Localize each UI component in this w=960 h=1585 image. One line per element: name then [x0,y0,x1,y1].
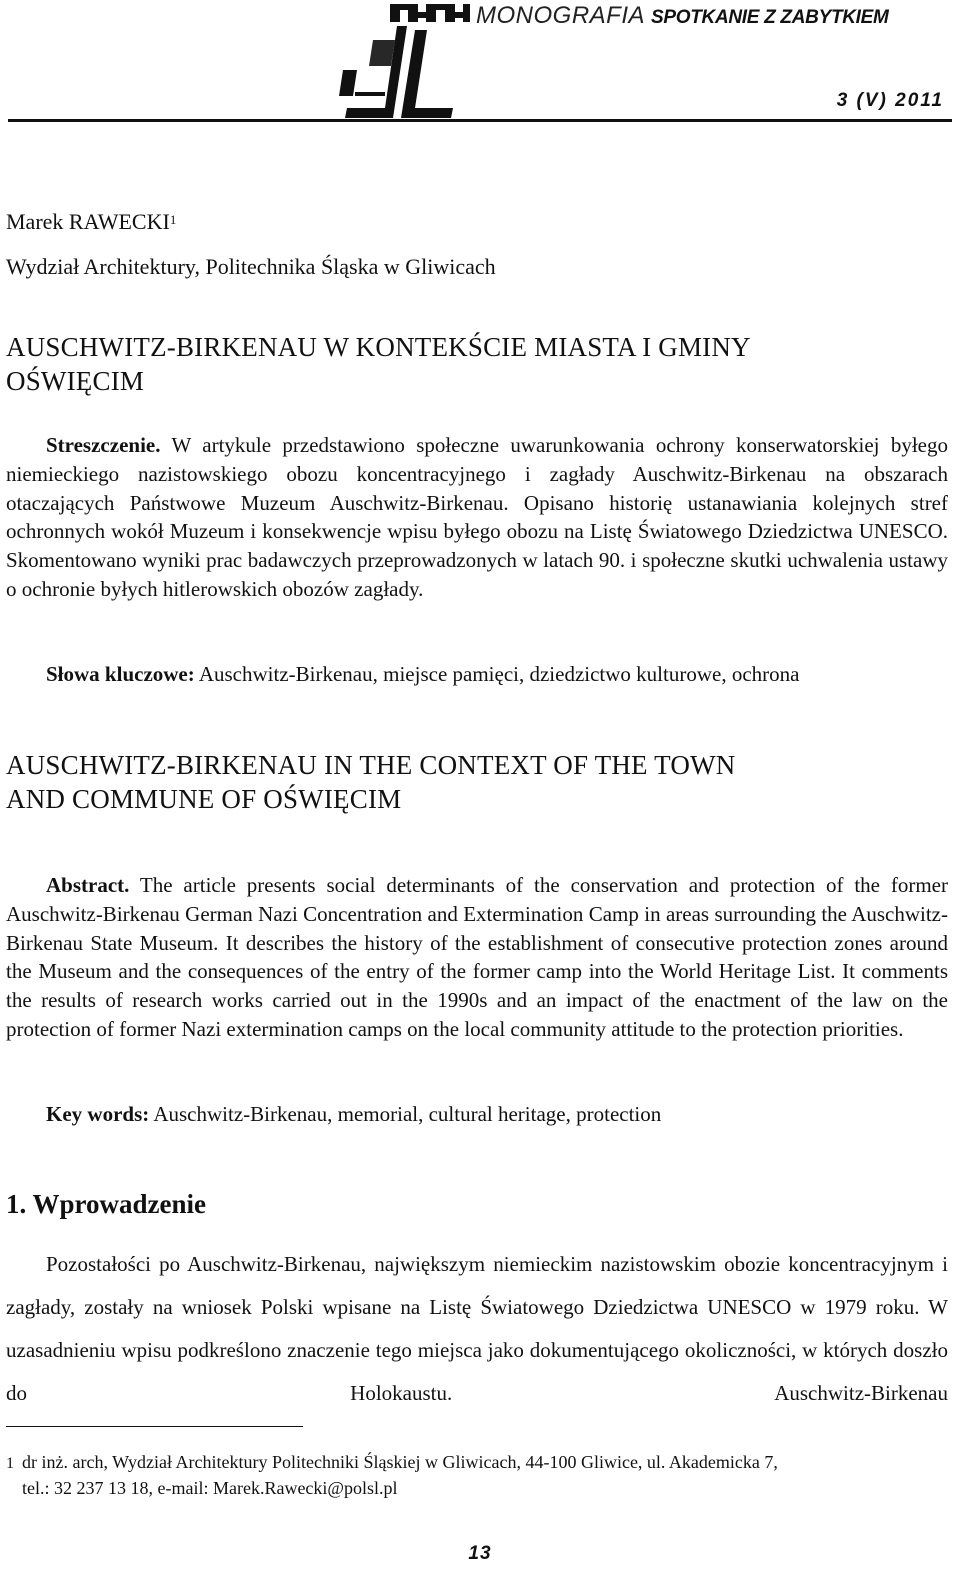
author-affiliation: Wydział Architektury, Politechnika Śląska w Gliwicach [6,254,496,279]
issue-number: 3 (V) 2011 [836,90,944,111]
footnote-text-line2: tel.: 32 237 13 18, e-mail: Marek.Rawecki@polsl.pl [22,1478,398,1498]
page-number: 13 [468,1543,492,1564]
footnote [6,1450,906,1501]
journal-name-sub: SPOTKANIE Z ZABYTKIEM [651,7,889,28]
footnote-rule [6,1426,303,1427]
title-english-line1: AUSCHWITZ-BIRKENAU IN THE CONTEXT OF THE TOWN [6,750,736,780]
abstract-polish [6,431,948,604]
keywords-english-label: Key words: [46,1102,150,1126]
keywords-english [6,1100,948,1129]
author-footnote-mark[interactable]: 1 [169,212,177,227]
section-heading: 1. Wprowadzenie [6,1189,207,1219]
journal-name-main: MONOGRAFIA [476,2,646,29]
abstract-english-label: Abstract. [46,873,130,897]
abstract-english-text: The article presents social determinants of the conservation and protection of the former Auschwitz-Birkenau German Nazi Concentration and Extermination Camp in areas surrounding the Auschwitz-Birkenau State Museum. It describes the history of the establishment of consecutive protection zones around the Museum and the consequences of the entry of the former camp into the World Heritage List. It comments the results of research works carried out in the 1990s and an impact of the enactment of the law on the protection of former Nazi extermination camps on the local community attitude to the protection priorities. [6,873,948,1041]
journal-name [476,3,889,31]
abstract-polish-text: W artykule przedstawiono społeczne uwarunkowania ochrony konserwatorskiej byłego niemieckiego nazistowskiego obozu koncentracyjnego i zagłady Auschwitz-Birkenau na obszarach otaczających Państwowe Muzeum Auschwitz-Birkenau. Opisano historię ustanawiania kolejnych stref ochronnych wokół Muzeum i konsekwencje wpisu byłego obozu na Listę Światowego Dziedzictwa UNESCO. Skomentowano wyniki prac badawczych przeprowadzonych w latach 90. i społeczne skutki uchwalenia ustawy o ochronie byłych hitlerowskich obozów zagłady. [6,433,948,601]
title-polish-line1: AUSCHWITZ-BIRKENAU W KONTEKŚCIE MIASTA I GMINY [6,332,751,362]
header-rule [8,119,952,122]
title-english [6,748,948,816]
keywords-english-text: Auschwitz-Birkenau, memorial, cultural heritage, protection [149,1102,662,1126]
footnote-number: 1 [6,1455,14,1472]
abstract-english [6,871,948,1044]
journal-logo-icon [335,0,475,130]
title-polish [6,330,948,398]
keywords-polish [6,660,948,689]
keywords-polish-text: Auschwitz-Birkenau, miejsce pamięci, dziedzictwo kulturowe, ochrona [194,662,800,686]
section-body: Pozostałości po Auschwitz-Birkenau, największym niemieckim nazistowskim obozie koncentracyjnym i zagłady, zostały na wniosek Polski wpisane na Listę Światowego Dziedzictwa UNESCO w 1979 roku. W uzasadnieniu wpisu podkreślono znaczenie tego miejsca jako dokumentującego okoliczności, w których doszło do Holokaustu. Auschwitz-Birkenau [6,1252,948,1405]
title-polish-line2: OŚWIĘCIM [6,366,145,396]
page-header [0,0,960,120]
footnote-line1 [6,1450,906,1476]
footnote-text-line1: dr inż. arch, Wydział Architektury Politechniki Śląskiej w Gliwicach, 44-100 Gliwice, ul. Akademicka 7, [22,1452,778,1472]
title-english-line2: AND COMMUNE OF OŚWIĘCIM [6,784,402,814]
abstract-polish-label: Streszczenie. [46,433,161,457]
keywords-polish-label: Słowa kluczowe: [46,662,195,686]
author-name-text: Marek RAWECKI [6,209,170,234]
author-name [6,207,948,237]
